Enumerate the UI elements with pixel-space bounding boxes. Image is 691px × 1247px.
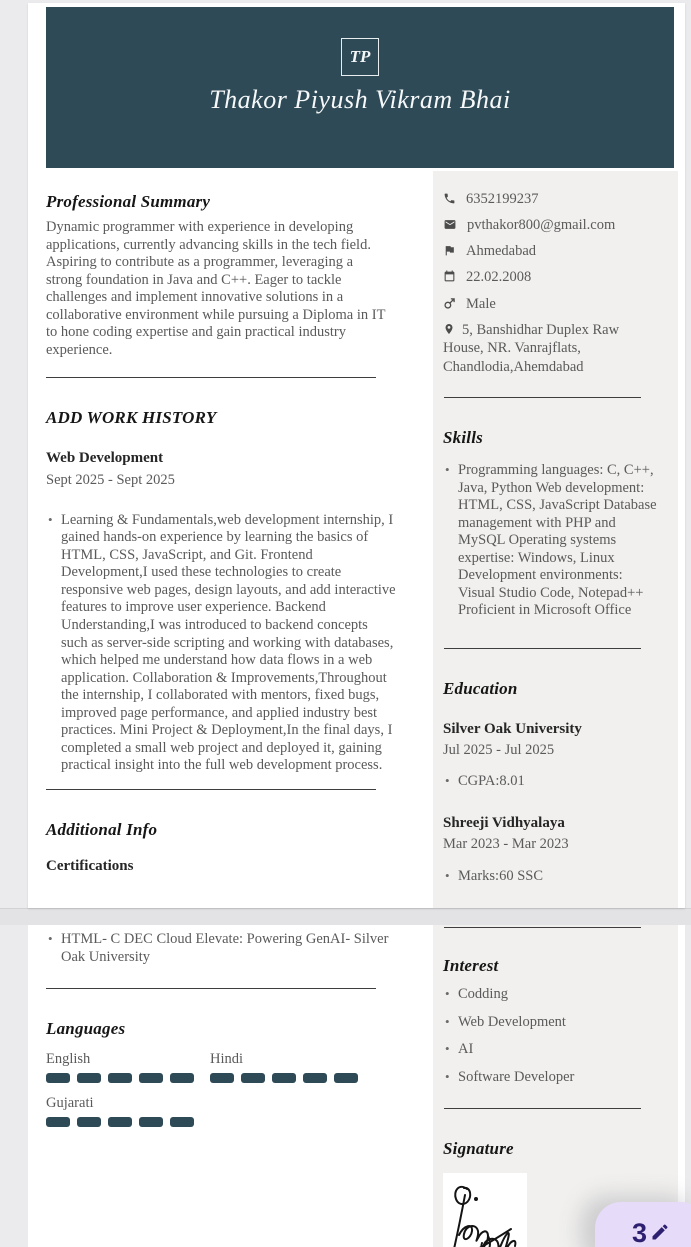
work-history-title: ADD WORK HISTORY <box>46 408 217 428</box>
language-name: Hindi <box>210 1051 244 1068</box>
interest-item: • AI <box>443 1041 662 1059</box>
education-entry <box>443 815 662 885</box>
signature-title: Signature <box>443 1139 514 1159</box>
contact-city: Ahmedabad <box>466 243 537 260</box>
language-level-bars <box>46 1073 210 1083</box>
sidebar-page-1 <box>433 171 678 908</box>
left-column <box>46 168 406 875</box>
male-icon <box>443 297 456 310</box>
candidate-name: Thakor Piyush Vikram Bhai <box>209 85 511 114</box>
language-level-bar <box>139 1073 163 1083</box>
left-column-page-2 <box>46 925 406 1127</box>
language-level-bar <box>46 1073 70 1083</box>
location-pin-icon <box>443 322 455 336</box>
education-school: Shreeji Vidhyalaya <box>443 815 565 831</box>
education-dates: Jul 2025 - Jul 2025 <box>443 741 555 758</box>
interest-item: • Software Developer <box>443 1069 662 1087</box>
resume-page-1 <box>28 3 685 908</box>
resume-page-2 <box>28 925 685 1247</box>
fab-edit-button[interactable] <box>595 1202 691 1247</box>
monogram-badge <box>341 38 379 76</box>
additional-info-title: Additional Info <box>46 819 158 839</box>
language-level-bar <box>46 1117 70 1127</box>
contact-address-row <box>443 321 662 378</box>
contact-phone-row <box>443 190 662 208</box>
sidebar-page-2 <box>433 925 678 1247</box>
language-level-bar <box>272 1073 296 1083</box>
education-bullet: • Marks:60 SSC <box>443 868 662 886</box>
language-level-bar <box>170 1117 194 1127</box>
language-item <box>210 1051 374 1083</box>
summary-text: Dynamic programmer with experience in developing applications, currently advancing skills in the tech field. Aspiring to contribute as a programmer, leveraging a strong foundation in Java and C++. Eager to tackle challenges and implement innovative solutions in a collaborative environment while pursuing a Diploma in IT to hone coding expertise and gain practical industry experience. <box>46 219 386 358</box>
language-level-bar <box>210 1073 234 1083</box>
language-level-bar <box>303 1073 327 1083</box>
summary-title: Professional Summary <box>46 192 211 211</box>
contact-email-row <box>443 216 662 234</box>
phone-icon <box>443 192 456 205</box>
divider <box>444 1108 641 1109</box>
language-level-bar <box>108 1073 132 1083</box>
language-level-bars <box>46 1117 210 1127</box>
certification-bullet: • HTML- C DEC Cloud Elevate: Powering GenAI- Silver Oak University <box>46 931 398 966</box>
work-role: Web Development <box>46 450 164 467</box>
education-dates: Mar 2023 - Mar 2023 <box>443 836 569 852</box>
language-item <box>46 1051 210 1083</box>
calendar-icon <box>443 270 456 283</box>
contact-dob-row <box>443 268 662 286</box>
languages-title: Languages <box>46 1019 126 1039</box>
language-item <box>46 1095 210 1127</box>
contact-dob: 22.02.2008 <box>466 269 532 286</box>
interest-item: • Web Development <box>443 1014 662 1032</box>
mail-icon <box>443 218 457 231</box>
divider <box>46 377 376 378</box>
divider <box>444 927 641 928</box>
divider <box>46 988 376 989</box>
contact-gender: Male <box>466 295 496 312</box>
contact-gender-row <box>443 295 662 313</box>
language-level-bar <box>108 1117 132 1127</box>
monogram-initials: TP <box>349 47 371 66</box>
contact-address: 5, Banshidhar Duplex Raw House, NR. Vanrajflats, Chandlodia,Ahemdabad <box>443 321 620 376</box>
language-level-bars <box>210 1073 374 1083</box>
fab-edit-count: 3 <box>631 1218 648 1247</box>
skills-bullet: • Programming languages: C, C++, Java, Python Web development: HTML, CSS, JavaScript Database management with PHP and MySQL Operating systems expertise: Windows, Linux Development environments: Visual Studio Code, Notepad++ Proficient in Microsoft Office <box>443 462 657 620</box>
interest-title: Interest <box>443 956 499 975</box>
resume-header <box>46 7 674 168</box>
education-entry <box>443 721 662 791</box>
language-name: Gujarati <box>46 1095 94 1112</box>
divider <box>46 789 376 790</box>
language-level-bar <box>139 1117 163 1127</box>
language-name: English <box>46 1051 91 1068</box>
divider <box>444 648 641 649</box>
pen-icon <box>650 1222 670 1242</box>
education-school: Silver Oak University <box>443 720 582 737</box>
contact-list <box>443 171 662 377</box>
work-bullet: • Learning & Fundamentals,web development internship, I gained hands-on experience by learning the basics of HTML, CSS, JavaScript, and Git. Frontend Development,I used these technologies to create responsive web pages, design layouts, and add interactive features to improve user experience. Backend Understanding,I was introduced to backend concepts such as server-side scripting and working with databases, which helped me understand how data flows in a web application. Collaboration & Improvements,Throughout the internship, I collaborated with mentors, fixed bugs, improved page performance, and applied industry best practices. Mini Project & Deployment,In the final days, I completed a small web project and deployed it, gaining practical insight into the full web development process. <box>46 512 398 775</box>
signature-drawing <box>445 1177 525 1247</box>
skills-title: Skills <box>443 428 483 448</box>
work-dates: Sept 2025 - Sept 2025 <box>46 472 175 489</box>
language-level-bar <box>77 1117 101 1127</box>
language-level-bar <box>241 1073 265 1083</box>
contact-email: pvthakor800@gmail.com <box>467 217 616 234</box>
page-break-gap <box>0 908 691 925</box>
contact-phone: 6352199237 <box>466 191 539 207</box>
interest-item: • Codding <box>443 986 662 1004</box>
language-level-bar <box>77 1073 101 1083</box>
divider <box>444 397 641 398</box>
signature-image <box>443 1173 527 1247</box>
flag-icon <box>443 244 456 257</box>
certifications-label: Certifications <box>46 857 134 874</box>
education-title: Education <box>443 678 518 698</box>
languages-grid <box>46 1051 406 1127</box>
language-level-bar <box>334 1073 358 1083</box>
contact-city-row <box>443 242 662 260</box>
language-level-bar <box>170 1073 194 1083</box>
education-bullet: • CGPA:8.01 <box>443 773 662 791</box>
